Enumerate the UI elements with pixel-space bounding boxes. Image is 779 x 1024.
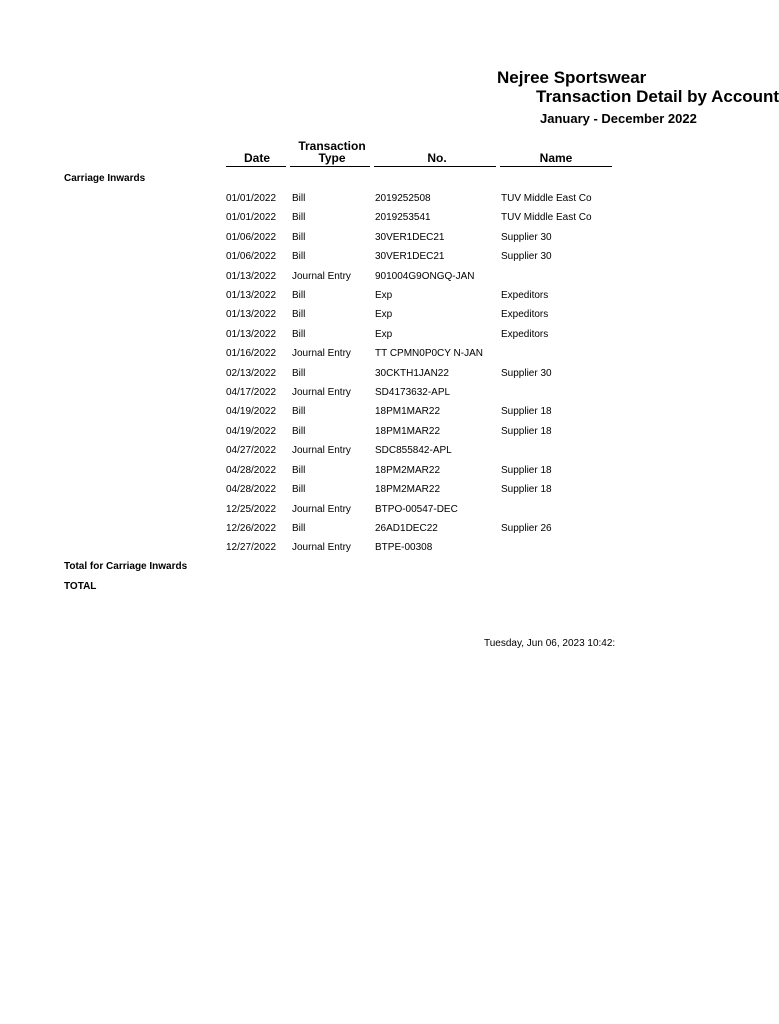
cell-no: Exp — [375, 290, 393, 302]
table-row — [0, 308, 615, 327]
account-total-label: Total for Carriage Inwards — [64, 561, 188, 572]
cell-type: Bill — [292, 309, 306, 321]
cell-no: BTPO-00547-DEC — [375, 503, 458, 515]
table-row — [0, 231, 615, 250]
cell-type: Journal Entry — [292, 270, 351, 282]
cell-date: 01/01/2022 — [226, 212, 277, 224]
column-header-date: Date — [243, 151, 270, 165]
header-rule-no — [374, 166, 496, 167]
cell-type: Bill — [292, 406, 306, 418]
grand-total-label: TOTAL — [64, 581, 97, 592]
table-row — [0, 522, 615, 541]
cell-type: Bill — [292, 290, 306, 302]
cell-type: Bill — [292, 231, 306, 243]
report-timestamp: Tuesday, Jun 06, 2023 10:42: — [484, 638, 616, 649]
table-row — [0, 328, 615, 347]
cell-no: BTPE-00308 — [375, 542, 433, 554]
column-header-name: Name — [539, 151, 573, 165]
cell-type: Bill — [292, 522, 306, 534]
report-header — [0, 68, 779, 128]
cell-date: 04/17/2022 — [226, 387, 277, 399]
table-row — [0, 444, 615, 463]
cell-name: Expeditors — [501, 309, 549, 321]
cell-name: Supplier 18 — [501, 484, 552, 496]
cell-date: 04/27/2022 — [226, 445, 277, 457]
table-row — [0, 250, 615, 269]
cell-name: Expeditors — [501, 328, 549, 340]
cell-type: Journal Entry — [292, 348, 351, 360]
column-header-no: No. — [427, 151, 447, 165]
table-row — [0, 289, 615, 308]
report-footer — [0, 638, 615, 652]
table-row — [0, 211, 615, 230]
cell-date: 12/26/2022 — [226, 522, 277, 534]
cell-type: Bill — [292, 484, 306, 496]
header-rule-name — [500, 166, 612, 167]
cell-no: 30CKTH1JAN22 — [375, 367, 449, 379]
table-row — [0, 270, 615, 289]
cell-no: 18PM2MAR22 — [375, 484, 441, 496]
column-header-type — [288, 140, 376, 164]
table-row — [0, 425, 615, 444]
company-name: Nejree Sportswear — [497, 68, 647, 87]
cell-date: 01/13/2022 — [226, 328, 277, 340]
cell-date: 02/13/2022 — [226, 367, 277, 379]
table-row — [0, 464, 615, 483]
cell-date: 01/16/2022 — [226, 348, 277, 360]
cell-no: 18PM1MAR22 — [375, 406, 441, 418]
account-section-label: Carriage Inwards — [64, 173, 146, 184]
cell-no: 30VER1DEC21 — [375, 231, 445, 243]
cell-no: 18PM2MAR22 — [375, 464, 441, 476]
cell-no: Exp — [375, 328, 393, 340]
cell-type: Journal Entry — [292, 542, 351, 554]
cell-date: 04/19/2022 — [226, 425, 277, 437]
table-row — [0, 367, 615, 386]
cell-name: Supplier 18 — [501, 425, 552, 437]
table-row — [0, 405, 615, 424]
cell-name: Supplier 30 — [501, 367, 552, 379]
cell-date: 01/13/2022 — [226, 309, 277, 321]
cell-date: 12/25/2022 — [226, 503, 277, 515]
transaction-rows — [0, 192, 615, 561]
cell-date: 04/28/2022 — [226, 484, 277, 496]
column-header-type-line2: Type — [318, 151, 346, 165]
cell-no: 901004G9ONGQ-JAN — [375, 270, 475, 282]
cell-name: Supplier 18 — [501, 464, 552, 476]
cell-date: 01/13/2022 — [226, 290, 277, 302]
cell-type: Journal Entry — [292, 445, 351, 457]
cell-no: SD4173632-APL — [375, 387, 451, 399]
header-rule-date — [226, 166, 286, 167]
cell-name: Supplier 30 — [501, 231, 552, 243]
table-row — [0, 483, 615, 502]
cell-no: 26AD1DEC22 — [375, 522, 438, 534]
cell-no: 2019252508 — [375, 193, 431, 204]
table-row — [0, 386, 615, 405]
cell-no: 18PM1MAR22 — [375, 425, 441, 437]
table-row — [0, 192, 615, 211]
cell-date: 01/13/2022 — [226, 270, 277, 282]
cell-type: Bill — [292, 367, 306, 379]
cell-no: Exp — [375, 309, 393, 321]
column-header-type-line1: Transaction — [298, 139, 366, 153]
table-row — [0, 503, 615, 522]
table-row — [0, 541, 615, 560]
cell-no: SDC855842-APL — [375, 445, 452, 457]
cell-date: 01/06/2022 — [226, 251, 277, 263]
cell-date: 01/06/2022 — [226, 231, 277, 243]
cell-type: Bill — [292, 425, 306, 437]
report-period: January - December 2022 — [540, 111, 697, 126]
cell-type: Journal Entry — [292, 387, 351, 399]
cell-type: Journal Entry — [292, 503, 351, 515]
cell-date: 04/19/2022 — [226, 406, 277, 418]
cell-no: 2019253541 — [375, 212, 431, 224]
cell-type: Bill — [292, 464, 306, 476]
table-row — [0, 347, 615, 366]
header-rule-type — [290, 166, 370, 167]
cell-name: Supplier 26 — [501, 522, 552, 534]
cell-date: 01/01/2022 — [226, 193, 277, 204]
cell-date: 12/27/2022 — [226, 542, 277, 554]
cell-no: 30VER1DEC21 — [375, 251, 445, 263]
cell-type: Bill — [292, 193, 306, 204]
cell-name: Expeditors — [501, 290, 549, 302]
cell-name: TUV Middle East Co — [501, 193, 592, 204]
cell-type: Bill — [292, 251, 306, 263]
report-title: Transaction Detail by Account — [536, 87, 779, 106]
cell-name: Supplier 18 — [501, 406, 552, 418]
cell-no: TT CPMN0P0CY N-JAN — [375, 348, 483, 360]
cell-date: 04/28/2022 — [226, 464, 277, 476]
cell-type: Bill — [292, 212, 306, 224]
cell-type: Bill — [292, 328, 306, 340]
cell-name: TUV Middle East Co — [501, 212, 592, 224]
cell-name: Supplier 30 — [501, 251, 552, 263]
